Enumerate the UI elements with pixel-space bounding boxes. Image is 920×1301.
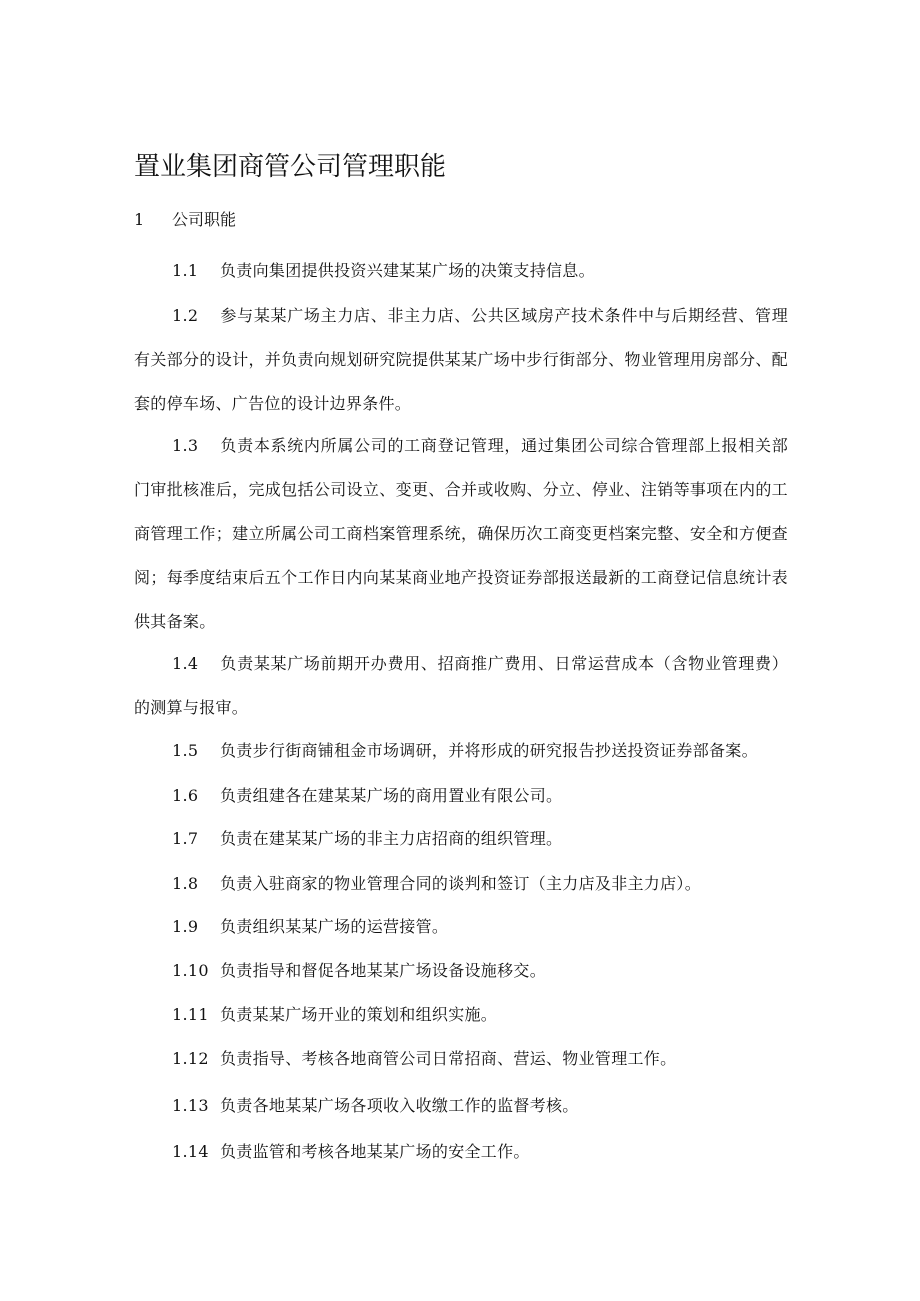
item-number: 1.6 [172,786,199,805]
item-number: 1.12 [172,1049,209,1068]
section-heading [134,207,236,230]
item-number: 1.3 [172,436,199,455]
item-text: 负责向集团提供投资兴建某某广场的决策支持信息。 [220,261,595,280]
item-text: 负责组建各在建某某广场的商用置业有限公司。 [220,786,563,805]
item-number: 1.1 [172,261,199,280]
item-text: 负责步行街商铺租金市场调研，并将形成的研究报告抄送投资证券部备案。 [220,741,758,760]
item-text: 负责入驻商家的物业管理合同的谈判和签订（主力店及非主力店）。 [220,874,702,893]
duty-item-1-13 [134,1084,788,1128]
item-number: 1.2 [172,306,199,325]
item-text: 负责某某广场前期开办费用、招商推广费用、日常运营成本（含物业管理费）的测算与报审。 [134,654,788,717]
item-number: 1.7 [172,829,199,848]
duty-item-1-14 [134,1130,788,1174]
item-text: 参与某某广场主力店、非主力店、公共区域房产技术条件中与后期经营、管理有关部分的设计，并负责向规划研究院提供某某广场中步行街部分、物业管理用房部分、配套的停车场、广告位的设计边界条件。 [134,306,788,413]
duty-item-1-12 [134,1037,788,1081]
duty-item-1-5 [134,729,788,773]
item-text: 负责指导、考核各地商管公司日常招商、营运、物业管理工作。 [220,1049,677,1068]
item-text: 负责指导和督促各地某某广场设备设施移交。 [220,961,547,980]
item-number: 1.10 [172,961,209,980]
item-number: 1.14 [172,1142,209,1161]
item-number: 1.5 [172,741,199,760]
duty-item-1-8 [134,862,788,906]
section-title: 公司职能 [172,210,237,229]
item-text: 负责在建某某广场的非主力店招商的组织管理。 [220,829,563,848]
item-text: 负责本系统内所属公司的工商登记管理，通过集团公司综合管理部上报相关部门审批核准后，完成包括公司设立、变更、合并或收购、分立、停业、注销等事项在内的工商管理工作；建立所属公司工商档案管理系统，确保历次工商变更档案完整、安全和方便查阅；每季度结束后五个工作日内向某某商业地产投资证券部报送最新的工商登记信息统计表供其备案。 [134,436,788,631]
item-text: 负责监管和考核各地某某广场的安全工作。 [220,1142,530,1161]
item-text: 负责各地某某广场各项收入收缴工作的监督考核。 [220,1096,579,1115]
duty-item-1-3 [134,424,788,644]
item-number: 1.9 [172,917,199,936]
duty-item-1-2 [134,294,788,426]
duty-item-1-11 [134,993,788,1037]
item-number: 1.13 [172,1096,209,1115]
duty-item-1-1 [134,249,788,293]
duty-item-1-6 [134,774,788,818]
document-title: 置业集团商管公司管理职能 [134,152,447,182]
duty-item-1-7 [134,817,788,861]
duty-item-1-9 [134,905,788,949]
item-number: 1.8 [172,874,199,893]
duty-item-1-4 [134,642,788,730]
item-text: 负责组织某某广场的运营接管。 [220,917,449,936]
duty-item-1-10 [134,949,788,993]
item-number: 1.4 [172,654,199,673]
section-number: 1 [134,210,145,229]
item-text: 负责某某广场开业的策划和组织实施。 [220,1005,498,1024]
item-number: 1.11 [172,1005,209,1024]
